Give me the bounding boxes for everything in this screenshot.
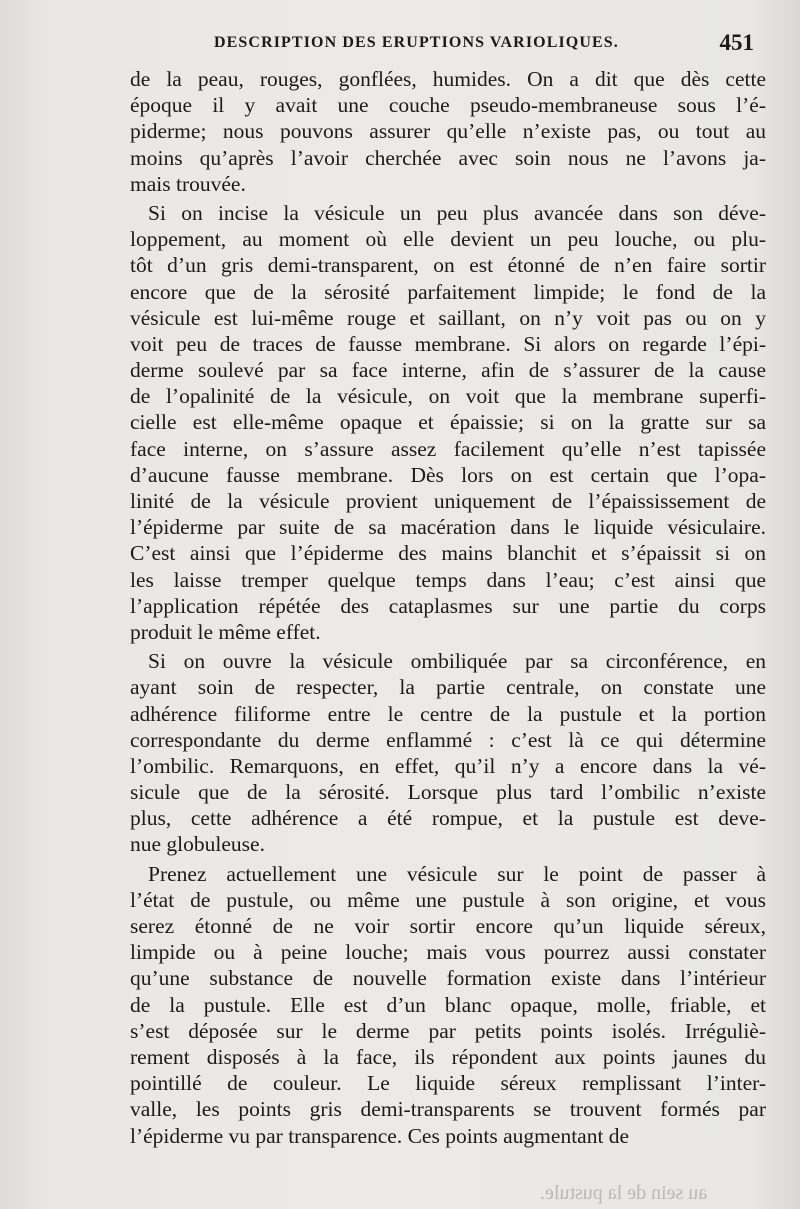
text-line: rement disposés à la face, ils répondent aux points jaunes du (130, 1044, 766, 1069)
text-line: limpide ou à peine louche; mais vous pourrez aussi constater (130, 940, 766, 965)
page-header (130, 30, 760, 60)
text-line: Prenez actuellement une vésicule sur le point de passer à (148, 861, 766, 886)
paragraph (130, 66, 766, 197)
text-line: cielle est elle-même opaque et épaissie; si on la gratte sur sa (130, 410, 766, 435)
text-line: serez étonné de ne voir sortir encore qu’un liquide séreux, (130, 914, 766, 938)
text-line: produit le même effet. (130, 619, 321, 644)
text-line: l’épiderme vu par transparence. Ces points augmentant de (130, 1123, 630, 1148)
text-line: mais trouvée. (130, 171, 246, 196)
text-line: linité de la vésicule provient uniquement de l’épaississement de (130, 489, 766, 513)
paragraph (130, 861, 766, 1149)
text-line: l’application répétée des cataplasmes sur une partie du corps (130, 593, 766, 618)
text-line: face interne, on s’assure assez facilement qu’elle n’est tapissée (130, 436, 766, 461)
text-line: l’ombilic. Remarquons, en effet, qu’il n’y a encore dans la vé- (130, 753, 766, 778)
text-line: sicule que de la sérosité. Lorsque plus tard l’ombilic n’existe (130, 780, 766, 805)
text-line: ayant soin de respecter, la partie centrale, on constate une (130, 675, 766, 700)
text-line: de l’opalinité de la vésicule, on voit que la membrane superfi- (130, 384, 766, 409)
text-line: les laisse tremper quelque temps dans l’eau; c’est ainsi que (130, 567, 766, 592)
text-line: loppement, au moment où elle devient un peu louche, ou plu- (130, 227, 766, 252)
text-line: correspondante du derme enflammé : c’est là ce qui détermine (130, 727, 766, 752)
text-line: piderme; nous pouvons assurer qu’elle n’existe pas, ou tout au (130, 119, 766, 144)
paragraph (130, 200, 766, 645)
text-line: C’est ainsi que l’épiderme des mains blanchit et s’épaissit si on (130, 541, 766, 566)
body-text (130, 66, 766, 1149)
text-line: plus, cette adhérence a été rompue, et la pustule est deve- (130, 806, 766, 831)
text-line: moins qu’après l’avoir cherchée avec soin nous ne l’avons ja- (130, 145, 766, 170)
show-through-text: au sein de la pustule. (540, 1182, 708, 1204)
running-title: DESCRIPTION DES ERUPTIONS VARIOLIQUES. (214, 34, 619, 51)
text-line: valle, les points gris demi-transparents se trouvent formés par (130, 1097, 766, 1122)
text-line: de la peau, rouges, gonflées, humides. On a dit que dès cette (130, 67, 766, 91)
text-line: encore que de la sérosité parfaitement limpide; le fond de la (130, 279, 766, 304)
text-line: l’état de pustule, ou même une pustule à son origine, et vous (130, 887, 766, 912)
text-line: qu’une substance de nouvelle formation existe dans l’intérieur (130, 966, 766, 991)
text-line: Si on incise la vésicule un peu plus avancée dans son déve- (148, 200, 766, 225)
text-line: pointillé de couleur. Le liquide séreux remplissant l’inter- (130, 1071, 766, 1096)
text-line: voit peu de traces de fausse membrane. Si alors on regarde l’épi- (130, 331, 766, 356)
text-line: nue globuleuse. (130, 832, 265, 857)
text-line: époque il y avait une couche pseudo-membraneuse sous l’é- (130, 93, 766, 118)
text-line: tôt d’un gris demi-transparent, on est étonné de n’en faire sortir (130, 253, 766, 278)
text-line: s’est déposée sur le derme par petits points isolés. Irréguliè- (130, 1018, 766, 1043)
text-line: d’aucune fausse membrane. Dès lors on est certain que l’opa- (130, 462, 766, 487)
text-line: Si on ouvre la vésicule ombiliquée par sa circonférence, en (148, 649, 766, 674)
text-line: vésicule est lui-même rouge et saillant, on n’y voit pas ou on y (130, 305, 766, 330)
page-number: 451 (719, 30, 754, 55)
text-line: derme soulevé par sa face interne, afin de s’assurer de la cause (130, 358, 766, 383)
paragraph (130, 648, 766, 858)
text-line: adhérence filiforme entre le centre de la pustule et la portion (130, 701, 766, 726)
text-line: l’épiderme par suite de sa macération dans le liquide vésiculaire. (130, 515, 766, 540)
text-line: de la pustule. Elle est d’un blanc opaque, molle, friable, et (130, 992, 766, 1017)
